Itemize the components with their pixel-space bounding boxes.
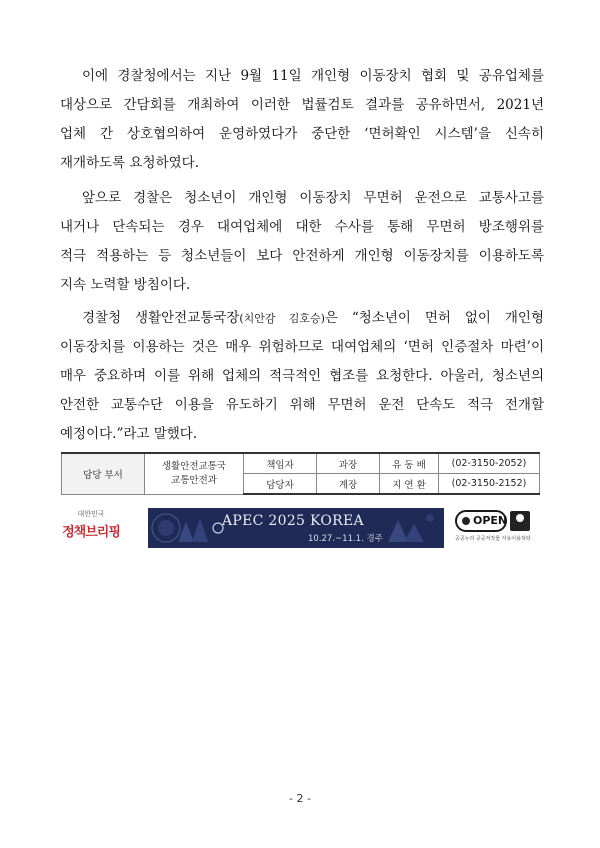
paragraph-line: 지속 노력할 방침이다.	[60, 277, 191, 293]
department-line: 교통안전과	[171, 474, 217, 486]
contact-department	[145, 453, 244, 494]
table-row	[62, 453, 540, 474]
contact-name: 유 동 배	[380, 453, 439, 474]
paragraph-line: 안전한 교통수단 이용을 유도하기 위해 무면허 운전 단속도 적극 전개할	[60, 397, 544, 413]
open-badge-text: OPEN	[473, 514, 508, 527]
paragraph-line: 매우 중요하며 이를 위해 업체의 적극적인 협조를 요청한다. 아울러, 청소년의	[60, 368, 544, 384]
paragraph-line: 앞으로 경찰은 청소년이 개인형 이동장치 무면허 운전으로 교통사고를	[82, 190, 544, 206]
paragraph-line: 업체 간 상호협의하여 운영하였다가 중단한 ‘면허확인 시스템’을 신속히	[60, 126, 544, 142]
person-head-icon	[516, 514, 524, 522]
paragraph-line: 재개하도록 요청하였다.	[60, 155, 199, 171]
kogl-open-license[interactable]	[455, 510, 537, 546]
briefing-logo-main: 정책브리핑	[62, 525, 120, 540]
policy-briefing-logo[interactable]	[60, 505, 122, 550]
contact-name: 지 연 환	[380, 474, 439, 495]
contact-position: 과장	[317, 453, 380, 474]
paragraph-line: 내거나 단속되는 경우 대여업체에 대한 수사를 통해 무면허 방조행위를	[60, 219, 544, 235]
paragraph-line: 이에 경찰청에서는 지난 9월 11일 개인형 이동장치 협회 및 공유업체를	[82, 68, 544, 84]
contact-role: 책임자	[244, 453, 317, 474]
paragraph-line: 이동장치를 이용하는 것은 매우 위험하므로 대여업체의 ‘면허 인증절차 마련’이	[60, 339, 544, 355]
briefing-logo-top: 대한민국	[77, 510, 105, 518]
open-caption: 공공누리 공공저작물 자유이용허락	[455, 536, 531, 542]
quote-start: 은 “청소년이 면허 없이 개인형	[324, 310, 544, 326]
contact-position: 계장	[317, 474, 380, 495]
contact-role: 담당자	[244, 474, 317, 495]
apec-banner[interactable]	[148, 508, 444, 548]
open-dot-icon	[462, 517, 470, 525]
paragraph-1	[60, 62, 544, 178]
contact-header: 담당 부서	[62, 453, 145, 494]
apec-title: APEC 2025 KOREA	[222, 513, 364, 529]
department-line: 생활안전교통국	[161, 460, 227, 472]
contact-phone: (02-3150-2052)	[439, 453, 540, 474]
paragraph-line: 예정이다.”라고 말했다.	[60, 426, 198, 442]
page-number: - 2 -	[289, 792, 311, 805]
contact-phone: (02-3150-2152)	[439, 474, 540, 495]
contact-table	[61, 452, 540, 495]
quote-intro: 경찰청 생활안전교통국장	[82, 310, 240, 326]
paragraph-3	[60, 304, 544, 449]
attribution-person-icon	[510, 511, 530, 531]
official-title: (치안감 김호승)	[239, 312, 325, 325]
paragraph-line: 대상으로 간담회를 개최하여 이러한 법률검토 결과를 공유하면서, 2021년	[60, 97, 544, 113]
paragraph-line	[60, 304, 544, 333]
paragraph-line: 적극 적용하는 등 청소년들이 보다 안전하게 개인형 이동장치를 이용하도록	[60, 248, 544, 264]
open-badge	[455, 510, 507, 532]
footer-logos	[60, 505, 540, 550]
apec-date: 10.27.~11.1. 경주	[308, 534, 383, 544]
paragraph-2	[60, 184, 544, 300]
